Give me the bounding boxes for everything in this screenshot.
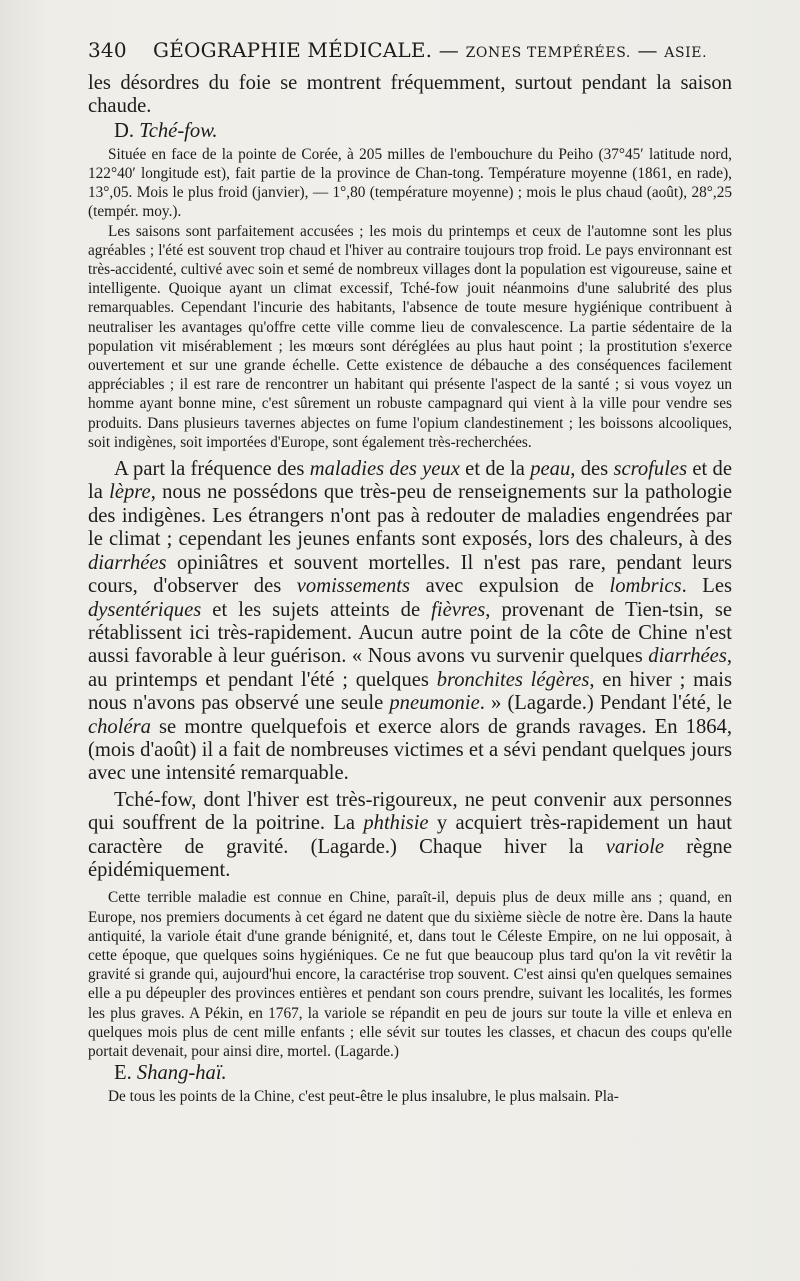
pathology-paragraph: A part la fréquence des maladies des yeux et de la peau, des scrofules et de la lèpre, nous ne possédons que très-peu de renseignements sur la pathologie des indigènes. Les étrangers n'ont pas à redouter de maladies engendrées par le climat ; cependant les jeunes enfants sont exposés, lors des chaleurs, à des diarrhées opiniâtres et souvent mortelles. Il n'est pas rare, pendant leurs cours, d'observer des vomissements avec expulsion de lombrics. Les dysentériques et les sujets atteints de fièvres, provenant de Tien-tsin, se rétablissent ici très-rapidement. Aucun autre point de la côte de Chine n'est aussi favorable à leur guérison. « Nous avons vu survenir quelques diarrhées, au printemps et pendant l'été ; quelques bronchites légères, en hiver ; mais nous n'avons pas observé une seule pneumonie. » (Lagarde.) Pendant l'été, le choléra se montre quelquefois et exerce alors de grands ravages. En 1864, (mois d'août) il a fait de nombreuses victimes et a sévi pendant quelques jours avec une intensité remarquable. [88,458,732,785]
tchefow-seasons-paragraph: Les saisons sont parfaitement accusées ; les mois du printemps et ceux de l'automne sont les plus agréables ; l'été est souvent trop chaud et l'hiver au contraire toujours trop froid. Le pays environnant est très-accidenté, cultivé avec soin et semé de nombreux villages dont la population est vigoureuse, saine et intelligente. Quoique ayant un climat excessif, Tché-fow jouit néanmoins d'une salubrité des plus remarquables. Cependant l'incurie des habitants, l'absence de toute mesure hygiénique contribuent à neutraliser les avantages qu'offre cette ville comme lieu de convalescence. La partie sédentaire de la population vit misérablement ; les mœurs sont déréglées au plus haut point ; la prostitution s'exerce ouvertement et sur une grande échelle. Cette existence de débauche a des conséquences facilement appréciables ; il est rare de rencontrer un habitant qui présente l'aspect de la santé ; si vous voyez un homme ayant bonne mine, c'est sûrement un robuste campagnard qui vient à la ville pour vendre ses produits. Dans plusieurs tavernes abjectes on fume l'opium clandestinement ; les boissons alcooliques, soit indigènes, soit importées d'Europe, sont également très-recherchées. [88,222,732,451]
header-dash: — [438,38,459,62]
zone-label: ZONES TEMPÉRÉES. [465,45,631,61]
tchefow-location-paragraph: Située en face de la pointe de Corée, à 205 milles de l'embouchure du Peiho (37°45′ latitude nord, 122°40′ longitude est), fait partie de la province de Chan-tong. Température moyenne (1861, en rade), 13°,05. Mois le plus froid (janvier), — 1°,80 (température moyenne) ; mois le plus chaud (août), 28°,25 (tempér. moy.). [88,145,732,221]
book-title: GÉOGRAPHIE MÉDICALE. [153,38,433,62]
page-body [88,72,732,1106]
section-letter: E. [114,1062,132,1085]
smallpox-note-paragraph: Cette terrible maladie est connue en Chine, paraît-il, depuis plus de deux mille ans ; quand, en Europe, nos premiers documents à cet égard ne datent que du sixième siècle de notre ère. Dans la haute antiquité, la variole était d'une grande bénignité, et, dans tout le Céleste Empire, on ne lui opposait, à cette époque, que quelques soins hygiéniques. Ce ne fut que beaucoup plus tard qu'on la vit revêtir la gravité si grande qui, aujourd'hui encore, la caractérise trop souvent. C'est ainsi qu'en quelques semaines elle a pu dépeupler des provinces entières et pendant son cours prendre, suivant les localités, les formes les plus graves. A Pékin, en 1767, la variole se répandit en peu de jours sur toute la ville et enleva en quelques mois plus de cent mille enfants ; elle sévit sur toutes les classes, et chacun des coups qu'elle portait devenait, pour ainsi dire, mortel. (Lagarde.) [88,889,732,1060]
header-dash: — [637,38,658,62]
shanghai-paragraph: De tous les points de la Chine, c'est peut-être le plus insalubre, le plus malsain. Pla- [108,1088,619,1106]
region-label: ASIE. [664,45,708,61]
page-number: 340 [88,38,127,62]
section-name: Tché-fow. [139,119,218,142]
section-letter: D. [114,119,135,142]
section-name: Shang-haï. [136,1062,227,1085]
section-heading-d [114,120,732,143]
opening-paragraph: les désordres du foie se montrent fréquemment, surtout pendant la saison chaude. [88,72,732,118]
section-heading-e [114,1062,732,1085]
winter-paragraph: Tché-fow, dont l'hiver est très-rigoureux, ne peut convenir aux personnes qui souffrent de la poitrine. La phthisie y acquiert très-rapidement un haut caractère de gravité. (Lagarde.) Chaque hiver la variole règne épidémiquement. [88,788,732,881]
running-header [88,38,748,62]
